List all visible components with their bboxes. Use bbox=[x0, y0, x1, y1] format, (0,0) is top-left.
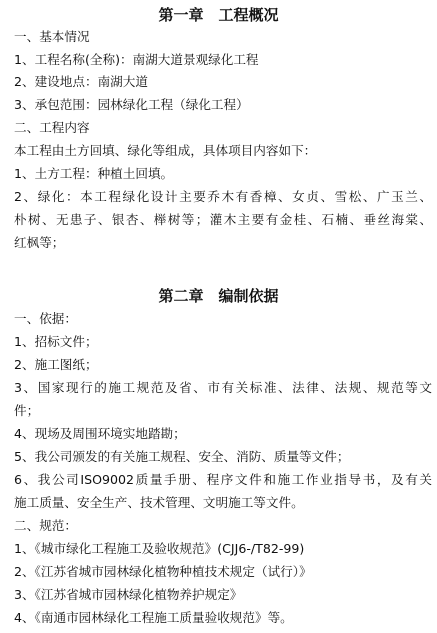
standard-item-4: 4、《南通市园林绿化工程施工质量验收规范》等。 bbox=[14, 610, 293, 625]
standard-item-2: 2、《江苏省城市园林绿化植物种植技术规定（试行）》 bbox=[14, 564, 312, 579]
basis-item-6-line-1: 6、我公司ISO9002质量手册、程序文件和施工作业指导书，及有关 bbox=[14, 472, 432, 487]
section-heading-basis: 一、依据： bbox=[14, 311, 77, 326]
construction-site-line: 2、建设地点：南湖大道 bbox=[14, 74, 148, 89]
project-name-line: 1、工程名称(全称)：南湖大道景观绿化工程 bbox=[14, 52, 259, 67]
earthwork-line: 1、土方工程：种植土回填。 bbox=[14, 166, 174, 181]
basis-item-2: 2、施工图纸； bbox=[14, 357, 98, 372]
standard-item-1: 1、《城市绿化工程施工及验收规范》(CJJ6-/T82-99) bbox=[14, 541, 305, 556]
basis-item-1: 1、招标文件； bbox=[14, 334, 98, 349]
basis-item-3-line-1: 3、国家现行的施工规范及省、市有关标准、法律、法规、规范等文 bbox=[14, 380, 432, 395]
greening-line-1: 2、绿化：本工程绿化设计主要乔木有香樟、女贞、雪松、广玉兰、 bbox=[14, 189, 432, 204]
greening-line-2: 朴树、无患子、银杏、榉树等；灌木主要有金桂、石楠、垂丝海棠、 bbox=[14, 212, 432, 227]
basis-item-6-line-2: 施工质量、安全生产、技术管理、文明施工等文件。 bbox=[14, 495, 304, 510]
basis-item-4: 4、现场及周围环境实地踏勘； bbox=[14, 426, 186, 441]
basis-item-5: 5、我公司颁发的有关施工规程、安全、消防、质量等文件； bbox=[14, 449, 350, 464]
chapter-1-title: 第一章 工程概况 bbox=[158, 6, 279, 24]
section-heading-basic-info: 一、基本情况 bbox=[14, 29, 90, 44]
contract-scope-line: 3、承包范围：园林绿化工程（绿化工程） bbox=[14, 97, 249, 112]
chapter-2-title: 第二章 编制依据 bbox=[158, 287, 279, 305]
standard-item-3: 3、《江苏省城市园林绿化植物养护规定》 bbox=[14, 587, 243, 602]
basis-item-3-line-2: 件； bbox=[14, 403, 40, 418]
section-heading-project-content: 二、工程内容 bbox=[14, 120, 90, 135]
project-content-intro: 本工程由土方回填、绿化等组成，具体项目内容如下： bbox=[14, 143, 317, 158]
section-heading-standards: 二、规范： bbox=[14, 518, 77, 533]
greening-line-3: 红枫等； bbox=[14, 235, 65, 250]
